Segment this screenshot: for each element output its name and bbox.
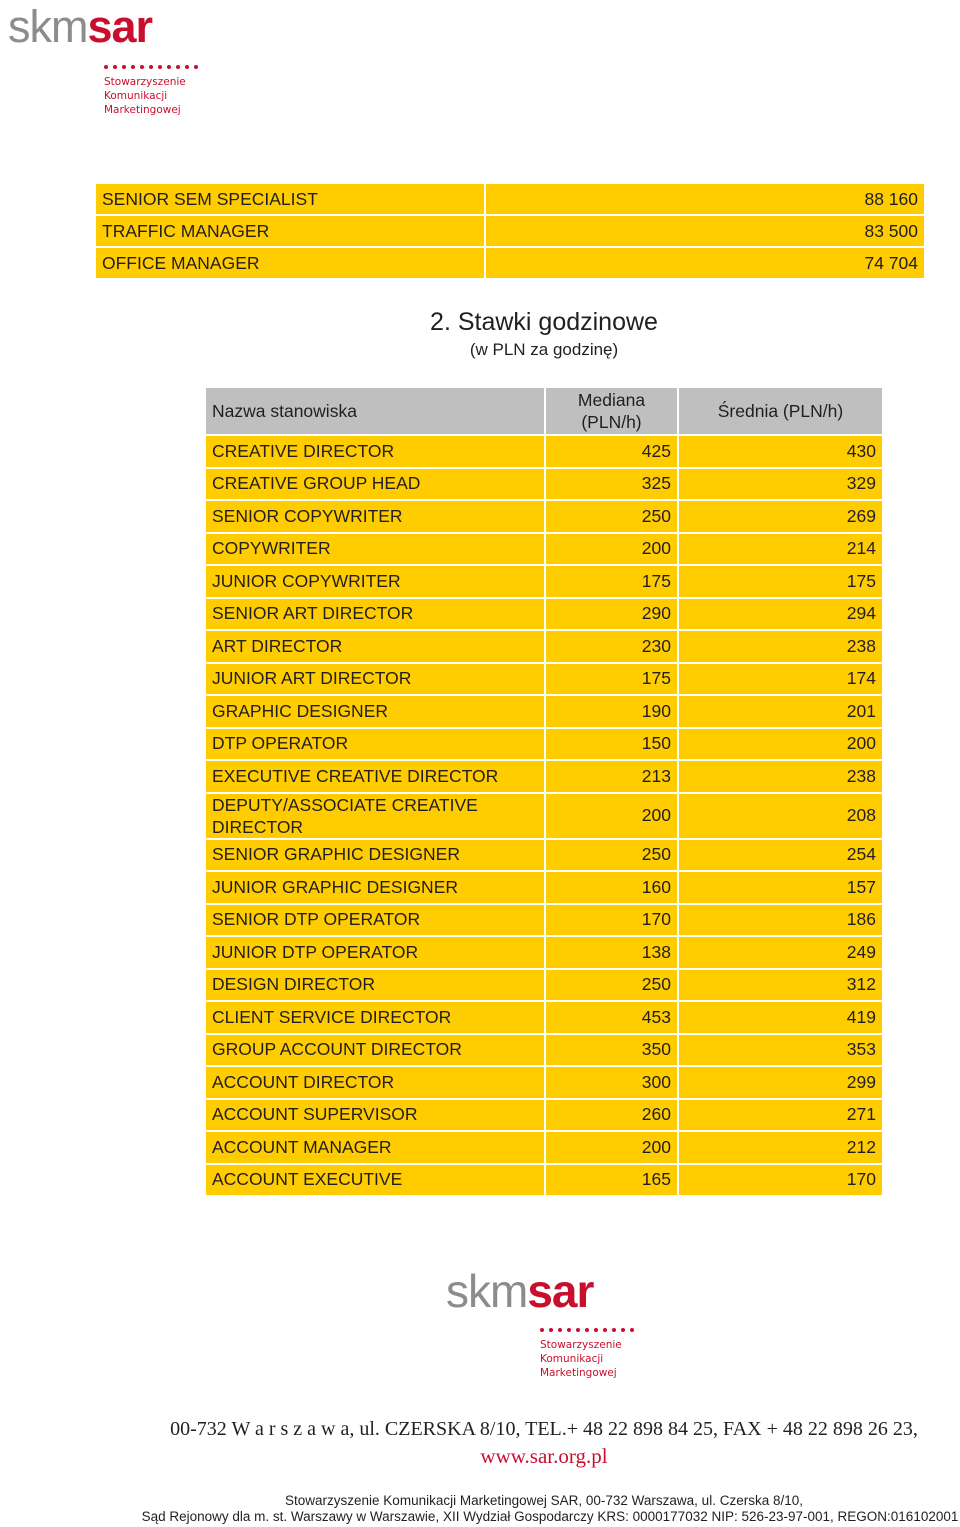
average-value: 269	[679, 501, 882, 532]
top-salary-table	[94, 182, 926, 280]
average-value: 430	[679, 436, 882, 467]
position-name: SENIOR DTP OPERATOR	[206, 905, 544, 936]
table-row	[206, 970, 882, 1001]
position-name: GRAPHIC DESIGNER	[206, 696, 544, 727]
logo-line2: Komunikacji	[104, 90, 168, 102]
position-name: COPYWRITER	[206, 534, 544, 565]
footer-legal-line2: Sąd Rejonowy dla m. st. Warszawy w Warszawie, XII Wydział Gospodarczy KRS: 0000177032 NIP: 526-23-97-001, REGON:016102001	[141, 1509, 959, 1524]
average-value: 238	[679, 761, 882, 792]
average-value: 208	[679, 794, 882, 838]
table-row	[206, 840, 882, 871]
median-value: 190	[546, 696, 677, 727]
table-row	[206, 469, 882, 500]
average-value: 200	[679, 729, 882, 760]
median-value: 290	[546, 599, 677, 630]
header-median-line1: Mediana	[577, 390, 646, 410]
table-row	[206, 501, 882, 532]
logo-dots	[104, 65, 198, 69]
median-value: 325	[546, 469, 677, 500]
logo-line1: Stowarzyszenie	[104, 76, 186, 88]
position-name: SENIOR GRAPHIC DESIGNER	[206, 840, 544, 871]
table-row	[96, 248, 924, 278]
hourly-rates-table	[204, 386, 884, 1197]
logo-wordmark	[446, 1265, 634, 1317]
average-value: 174	[679, 664, 882, 695]
median-value: 200	[546, 794, 677, 838]
logo-line1: Stowarzyszenie	[540, 1339, 622, 1351]
table-row	[206, 436, 882, 467]
position-value: 74 704	[486, 248, 924, 278]
position-value: 88 160	[486, 184, 924, 214]
position-name: ART DIRECTOR	[206, 631, 544, 662]
header-median-line2: (PLN/h)	[581, 412, 642, 432]
logo-word-skm: skm	[446, 1265, 528, 1317]
median-value: 250	[546, 840, 677, 871]
position-name: SENIOR SEM SPECIALIST	[96, 184, 484, 214]
median-value: 260	[546, 1100, 677, 1131]
table-row	[206, 729, 882, 760]
average-value: 249	[679, 937, 882, 968]
table-row	[206, 1165, 882, 1196]
median-value: 170	[546, 905, 677, 936]
position-name: CREATIVE GROUP HEAD	[206, 469, 544, 500]
table-row	[206, 566, 882, 597]
average-value: 170	[679, 1165, 882, 1196]
table-row	[206, 696, 882, 727]
median-value: 165	[546, 1165, 677, 1196]
header-average: Średnia (PLN/h)	[679, 388, 882, 434]
position-name: SENIOR COPYWRITER	[206, 501, 544, 532]
logo-wordmark	[8, 1, 198, 52]
table-row	[96, 216, 924, 246]
footer-website-link[interactable]: www.sar.org.pl	[480, 1444, 608, 1468]
average-value: 201	[679, 696, 882, 727]
position-name: JUNIOR COPYWRITER	[206, 566, 544, 597]
logo-line2: Komunikacji	[540, 1353, 604, 1365]
position-name: JUNIOR ART DIRECTOR	[206, 664, 544, 695]
position-name: TRAFFIC MANAGER	[96, 216, 484, 246]
logo-bottom	[446, 1265, 634, 1380]
average-value: 312	[679, 970, 882, 1001]
average-value: 186	[679, 905, 882, 936]
median-value: 200	[546, 534, 677, 565]
median-value: 425	[546, 436, 677, 467]
position-name: SENIOR ART DIRECTOR	[206, 599, 544, 630]
average-value: 238	[679, 631, 882, 662]
average-value: 175	[679, 566, 882, 597]
average-value: 294	[679, 599, 882, 630]
table-header-row	[206, 388, 882, 434]
position-name: ACCOUNT SUPERVISOR	[206, 1100, 544, 1131]
table-row	[206, 1002, 882, 1033]
average-value: 329	[679, 469, 882, 500]
median-value: 250	[546, 970, 677, 1001]
table-row	[96, 184, 924, 214]
table-row	[206, 1067, 882, 1098]
median-value: 160	[546, 872, 677, 903]
table-row	[206, 872, 882, 903]
median-value: 175	[546, 566, 677, 597]
logo-top	[8, 1, 198, 117]
logo-line3: Marketingowej	[104, 104, 181, 116]
median-value: 150	[546, 729, 677, 760]
median-value: 200	[546, 1132, 677, 1163]
header-median	[546, 388, 677, 434]
position-name: DTP OPERATOR	[206, 729, 544, 760]
position-name: CREATIVE DIRECTOR	[206, 436, 544, 467]
section-subtitle: (w PLN za godzinę)	[469, 340, 619, 359]
position-name: CLIENT SERVICE DIRECTOR	[206, 1002, 544, 1033]
position-name: ACCOUNT MANAGER	[206, 1132, 544, 1163]
position-name: OFFICE MANAGER	[96, 248, 484, 278]
position-value: 83 500	[486, 216, 924, 246]
position-name: GROUP ACCOUNT DIRECTOR	[206, 1035, 544, 1066]
average-value: 419	[679, 1002, 882, 1033]
table-row	[206, 534, 882, 565]
median-value: 213	[546, 761, 677, 792]
position-name: JUNIOR GRAPHIC DESIGNER	[206, 872, 544, 903]
logo-word-skm: skm	[8, 1, 88, 52]
table-row	[206, 1035, 882, 1066]
table-row	[206, 631, 882, 662]
median-value: 453	[546, 1002, 677, 1033]
table-row	[206, 937, 882, 968]
median-value: 230	[546, 631, 677, 662]
footer-address: 00-732 W a r s z a w a, ul. CZERSKA 8/10, TEL.+ 48 22 898 84 25, FAX + 48 22 898 26 23,	[170, 1418, 918, 1440]
median-value: 138	[546, 937, 677, 968]
table-row	[206, 599, 882, 630]
section-title: 2. Stawki godzinowe	[430, 308, 658, 336]
average-value: 299	[679, 1067, 882, 1098]
table-row	[206, 905, 882, 936]
position-name: JUNIOR DTP OPERATOR	[206, 937, 544, 968]
header-position: Nazwa stanowiska	[206, 388, 544, 434]
median-value: 175	[546, 664, 677, 695]
table-row	[206, 1100, 882, 1131]
logo-word-sar: sar	[527, 1265, 594, 1317]
average-value: 353	[679, 1035, 882, 1066]
median-value: 300	[546, 1067, 677, 1098]
average-value: 271	[679, 1100, 882, 1131]
table-row	[206, 761, 882, 792]
table-row	[206, 794, 882, 838]
median-value: 250	[546, 501, 677, 532]
average-value: 214	[679, 534, 882, 565]
logo-line3: Marketingowej	[540, 1367, 617, 1379]
table-row	[206, 664, 882, 695]
position-name: EXECUTIVE CREATIVE DIRECTOR	[206, 761, 544, 792]
logo-word-sar: sar	[87, 1, 153, 52]
median-value: 350	[546, 1035, 677, 1066]
position-name: ACCOUNT EXECUTIVE	[206, 1165, 544, 1196]
average-value: 157	[679, 872, 882, 903]
position-name: DEPUTY/ASSOCIATE CREATIVE DIRECTOR	[206, 794, 544, 838]
logo-dots	[540, 1328, 634, 1332]
average-value: 254	[679, 840, 882, 871]
table-row	[206, 1132, 882, 1163]
footer-legal-line1: Stowarzyszenie Komunikacji Marketingowej SAR, 00-732 Warszawa, ul. Czerska 8/10,	[285, 1493, 803, 1508]
position-name: ACCOUNT DIRECTOR	[206, 1067, 544, 1098]
position-name: DESIGN DIRECTOR	[206, 970, 544, 1001]
average-value: 212	[679, 1132, 882, 1163]
